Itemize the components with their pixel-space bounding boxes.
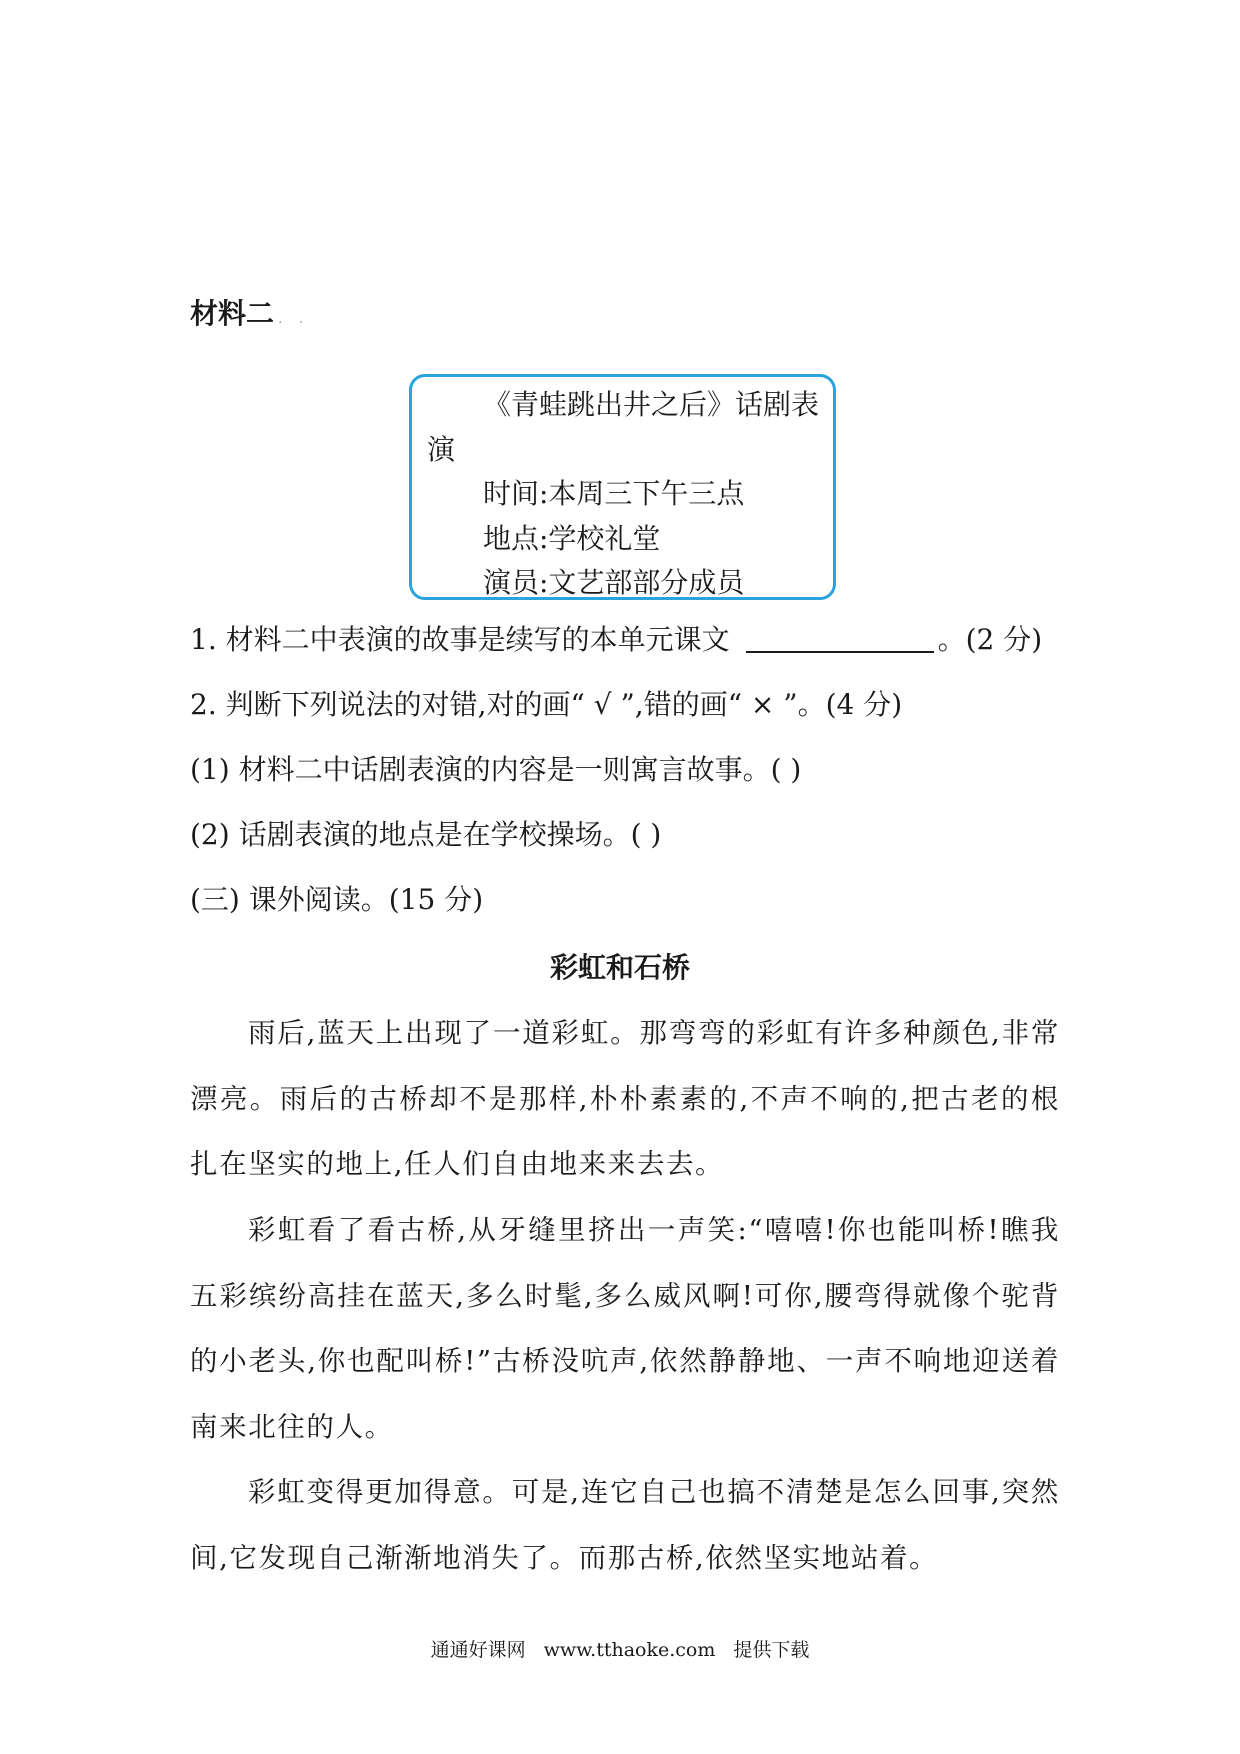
story-paragraph-text: 彩虹看了看古桥,从牙缝里挤出一声笑:“嘻嘻!你也能叫桥!瞧我五彩缤纷高挂在蓝天,多么时髦,多么威风啊!可你,腰弯得就像个驼背的小老头,你也配叫桥!”古桥没吭声,依然静静地、一声不响地迎送着南来北往的人。 (190, 1214, 1060, 1443)
answer-parentheses[interactable]: ( ) (770, 753, 802, 786)
notice-title: 《青蛙跳出井之后》话剧表演 (427, 388, 820, 466)
question-2-1 (190, 750, 801, 790)
notice-actors: 演员:文艺部部分成员 (483, 566, 745, 599)
footer-site-name: 通通好课网 (430, 1639, 526, 1661)
section-3-heading: (三) 课外阅读。(15 分) (190, 883, 484, 916)
performance-notice-box (409, 374, 836, 600)
answer-parentheses[interactable]: ( ) (630, 818, 662, 851)
story-paragraph-text: 彩虹变得更加得意。可是,连它自己也搞不清楚是怎么回事,突然间,它发现自己渐渐地消失了。而那古桥,依然坚实地站着。 (190, 1476, 1060, 1574)
question-2-1-text: (1) 材料二中话剧表演的内容是一则寓言故事。 (190, 753, 771, 786)
notice-place: 地点:学校礼堂 (483, 521, 661, 555)
story-title: 彩虹和石桥 (549, 951, 690, 984)
story-paragraph-2 (190, 1198, 1060, 1460)
question-1-text: 1. 材料二中表演的故事是续写的本单元课文 (190, 623, 730, 656)
story-paragraph-3 (190, 1460, 1060, 1591)
question-2: 2. 判断下列说法的对错,对的画“ √ ”,错的画“ × ”。(4 分) (190, 688, 903, 721)
question-2-2-text: (2) 话剧表演的地点是在学校操场。 (190, 818, 631, 851)
notice-time: 时间:本周三下午三点 (483, 477, 745, 510)
material-heading-label: 材料二 (190, 297, 275, 330)
footer-download: 提供下载 (733, 1639, 810, 1661)
answer-blank[interactable] (746, 623, 934, 653)
heading-dots: . . (278, 311, 310, 327)
story-paragraph-1 (190, 1001, 1060, 1198)
question-1 (190, 620, 1042, 660)
footer-url: www.tthaoke.com (543, 1639, 716, 1661)
question-1-score: 。(2 分) (937, 623, 1043, 656)
question-2-2 (190, 815, 661, 855)
story-paragraph-text: 雨后,蓝天上出现了一道彩虹。那弯弯的彩虹有许多种颜色,非常漂亮。雨后的古桥却不是那样,朴朴素素的,不声不响的,把古老的根扎在坚实的地上,任人们自由地来来去去。 (190, 1017, 1060, 1180)
material-heading (190, 294, 309, 339)
page-footer (0, 1636, 1240, 1664)
